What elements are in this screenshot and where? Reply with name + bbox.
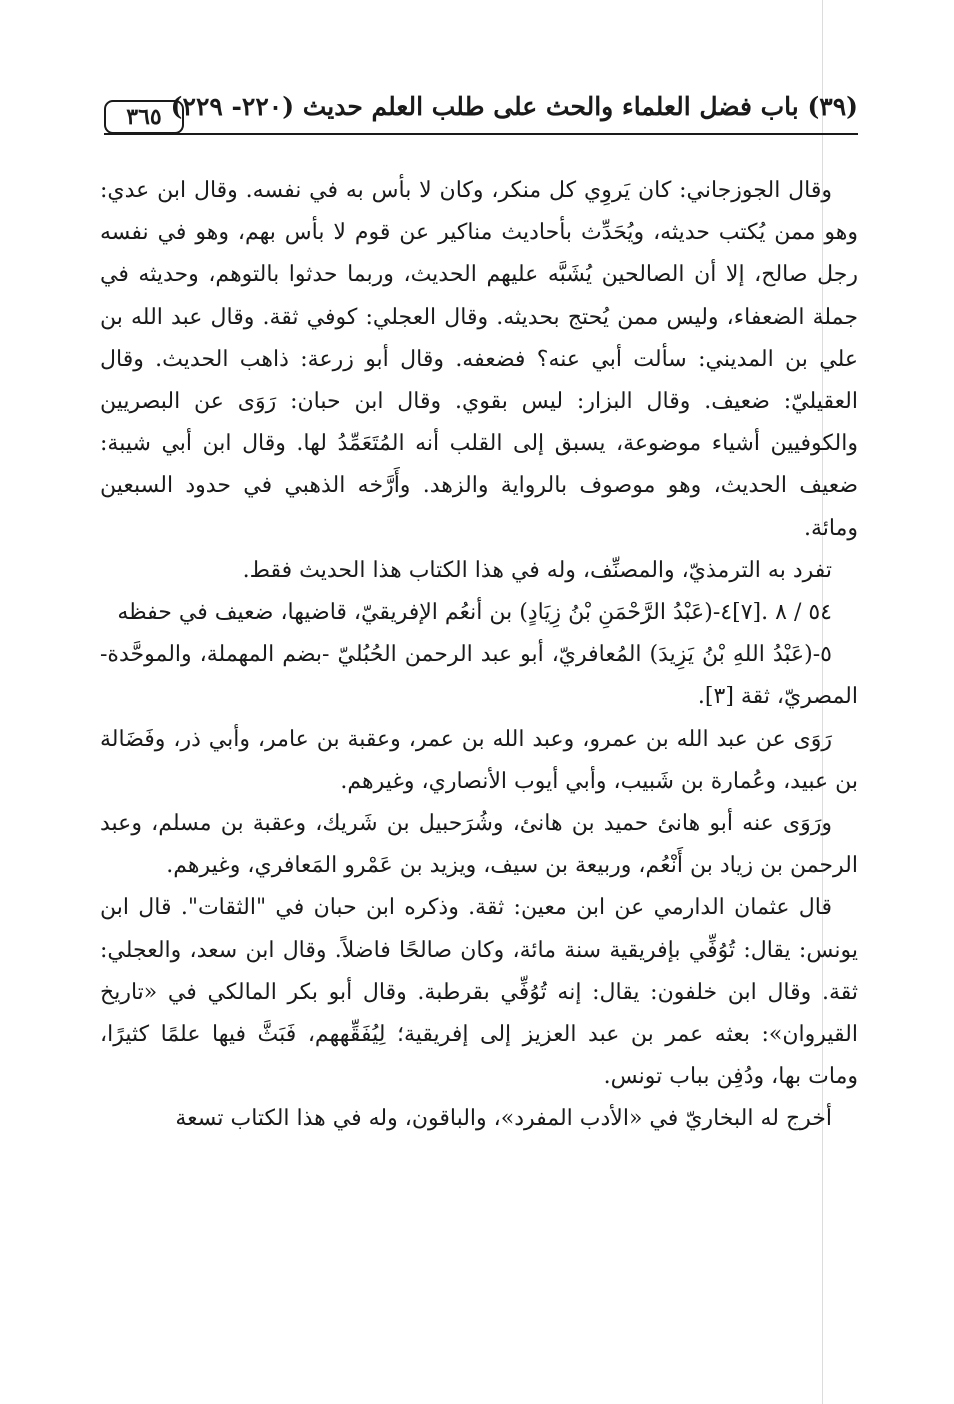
running-title: (٣٩) باب فضل العلماء والحث على طلب العلم حديث (٢٢٠- ٢٢٩) [170, 92, 858, 121]
paragraph-narrated-from: رَوَى عن عبد الله بن عمرو، وعبد الله بن عمر، وعقبة بن عامر، وأبي ذر، وفَضَالة بن عبيد، وعُمارة بن شَبيب، وأبي أيوب الأنصاري، وغيرهم. [100, 726, 858, 794]
paragraph-tafarrud-note: تفرد به الترمذيّ، والمصنِّف، وله في هذا الكتاب هذا الحديث فقط. [242, 557, 832, 583]
page-number: ٣٦٥ [104, 100, 184, 134]
paragraph-narrator-critique: وقال الجوزجاني: كان يَروِي كل منكر، وكان لا بأس به في نفسه. وقال ابن عدي: وهو ممن يُكتب حديثه، ويُحَدِّث بأحاديث مناكير عن قوم لا بأس بهم، وهو في نفسه رجل صالح، إلا أن الصالحين يُشَبَّه عليهم الحديث، وربما حدثوا بالتوهم، وحديثه في جملة الضعفاء، وليس ممن يُحتج بحديثه. وقال العجلي: كوفي ثقة. وقال عبد الله بن علي بن المديني: سألت أبي عنه؟ فضعفه. وقال أبو زرعة: ذاهب الحديث. وقال العقيليّ: ضعيف. وقال البزار: ليس بقوي. وقال ابن حبان: رَوَى عن البصريين والكوفيين أشياء موضوعة، يسبق إلى القلب أنه المُتَعَمِّدُ لها. وقال ابن أبي شيبة: ضعيف الحديث، وهو موصوف بالرواية والزهد. وأَرَّخه الذهبي في حدود السبعين ومائة. [100, 178, 858, 541]
paragraph-narrated-by: ورَوَى عنه أبو هانئ حميد بن هانئ، وشُرَحبيل بن شَريك، وعقبة بن مسلم، وعبد الرحمن بن زياد بن أَنْعُم، وربيعة بن سيف، ويزيد بن عَمْرو المَعافري، وغيرهم. [100, 811, 858, 879]
paragraph-evaluations: قال عثمان الدارمي عن ابن معين: ثقة. وذكره ابن حبان في "الثقات". قال ابن يونس: يقال: تُوُفِّي بإفريقية سنة مائة، وكان صالحًا فاضلاً. وقال ابن سعد، والعجلي: ثقة. وقال ابن خلفون: يقال: إنه تُوُفِّي بقرطبة. وقال أبو بكر المالكي في «تاريخ القيروان»: بعثه عمر بن عبد العزيز إلى إفريقية؛ لِيُفَقِّههم، فَبَثَّ فيها علمًا كثيرًا، ومات بها، ودُفِن بباب تونس. [100, 895, 858, 1090]
paragraph-takhrij: أخرج له البخاريّ في «الأدب المفرد»، والباقون، وله في هذا الكتاب تسعة [175, 1106, 832, 1132]
paragraph-narrator-4: ٥٤ / ٨ .[٧]٤-(عَبْدُ الرَّحْمَنِ بْنُ زِيَادٍ) بن أنعُم الإفريقيّ، قاضيها، ضعيف في حفظه [117, 600, 832, 626]
paragraph-narrator-5: ٥-(عَبْدُ اللهِ بْنُ يَزِيدَ) المُعافريّ، أبو عبد الرحمن الحُبُليّ -بضم المهملة، والموحَّدة- المصريّ، ثقة [٣]. [100, 642, 858, 710]
header-divider [104, 133, 858, 135]
body-text [100, 170, 858, 1141]
page-header [104, 92, 858, 128]
